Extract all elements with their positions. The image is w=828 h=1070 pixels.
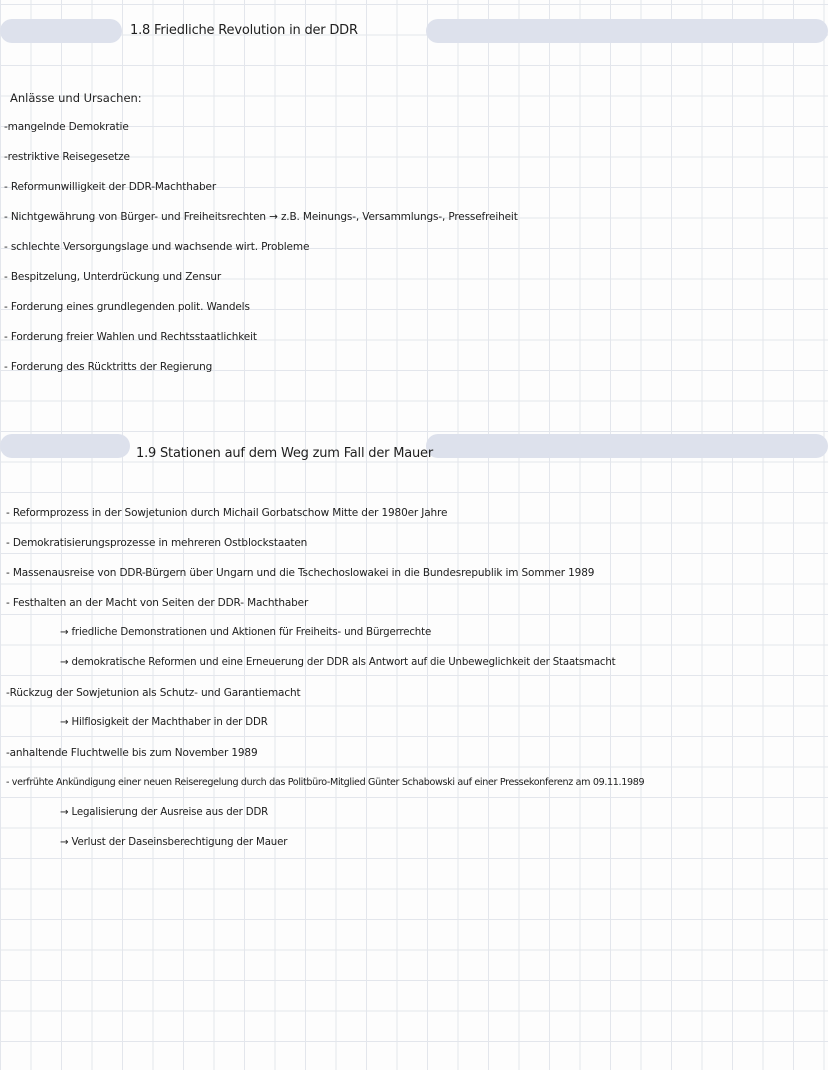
section-1-subtitle: Anlässe und Ursachen: [10, 91, 142, 105]
list-subitem: → friedliche Demonstrationen und Aktionen für Freiheits- und Bürgerrechte [60, 627, 432, 638]
list-item: - Bespitzelung, Unterdrückung und Zensur [4, 271, 222, 283]
list-item: - Reformprozess in der Sowjetunion durch Michail Gorbatschow Mitte der 1980er Jahre [6, 507, 448, 519]
list-item: - schlechte Versorgungslage und wachsende wirt. Probleme [4, 241, 310, 253]
heading-highlight-left [0, 434, 130, 458]
list-item: - Festhalten an der Macht von Seiten der DDR- Machthaber [6, 597, 309, 609]
list-item: - Forderung freier Wahlen und Rechtsstaatlichkeit [4, 331, 257, 343]
list-item: - Reformunwilligkeit der DDR-Machthaber [4, 181, 216, 193]
heading-highlight-right [426, 19, 828, 43]
heading-highlight-right [426, 434, 828, 458]
list-subitem: → demokratische Reformen und eine Erneuerung der DDR als Antwort auf die Unbeweglichkeit der Staatsmacht [60, 657, 616, 668]
list-item: - verfrühte Ankündigung einer neuen Reiseregelung durch das Politbüro-Mitglied Günter Schabowski auf einer Pressekonferenz am 09.11.1989 [6, 777, 645, 788]
list-subitem: → Legalisierung der Ausreise aus der DDR [60, 807, 269, 818]
list-item: - Demokratisierungsprozesse in mehreren Ostblockstaaten [6, 537, 308, 549]
heading-highlight-left [0, 19, 122, 43]
list-subitem: → Hilflosigkeit der Machthaber in der DDR [60, 717, 268, 728]
list-item: -anhaltende Fluchtwelle bis zum November 1989 [6, 747, 258, 759]
section-2-title: 1.9 Stationen auf dem Weg zum Fall der Mauer [136, 446, 433, 461]
list-item: -restriktive Reisegesetze [4, 151, 130, 163]
list-item: -Rückzug der Sowjetunion als Schutz- und Garantiemacht [6, 687, 301, 699]
list-item: - Nichtgewährung von Bürger- und Freiheitsrechten → z.B. Meinungs-, Versammlungs-, Pressefreiheit [4, 211, 518, 223]
list-item: - Forderung eines grundlegenden polit. Wandels [4, 301, 250, 313]
list-item: -mangelnde Demokratie [4, 121, 129, 133]
list-item: - Massenausreise von DDR-Bürgern über Ungarn und die Tschechoslowakei in die Bundesrepublik im Sommer 1989 [6, 567, 595, 579]
list-item: - Forderung des Rücktritts der Regierung [4, 361, 213, 373]
list-subitem: → Verlust der Daseinsberechtigung der Mauer [60, 837, 288, 848]
section-1-title: 1.8 Friedliche Revolution in der DDR [130, 23, 358, 38]
